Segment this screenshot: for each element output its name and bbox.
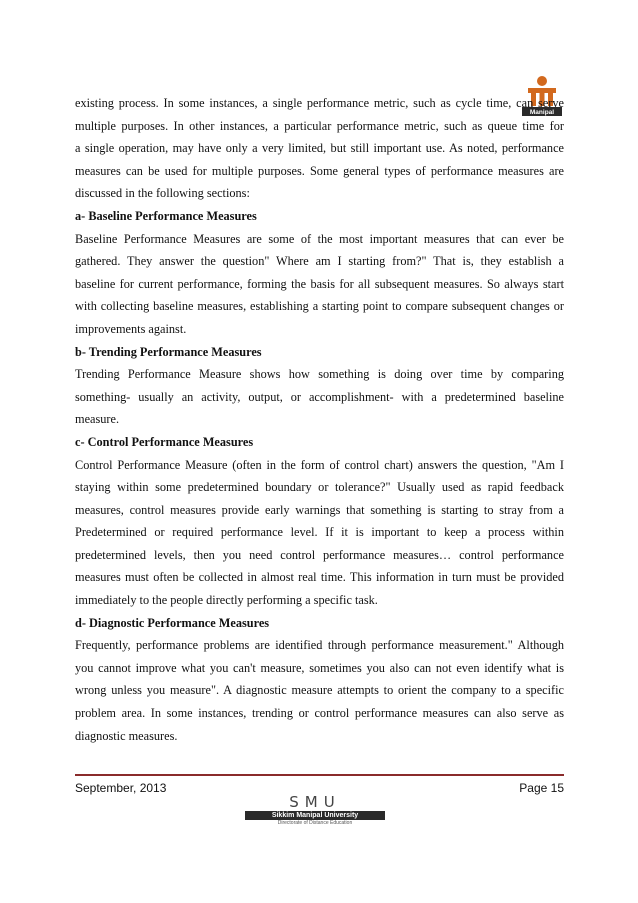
text-line: discussed in the following sections: xyxy=(75,186,250,201)
text-line: Predetermined or required performance level. If it is important to keep a process within xyxy=(75,525,564,540)
text-line: problem area. In some instances, trending or control performance measures can also serve as xyxy=(75,706,564,721)
text-line: baseline for current performance, forming the basis for all subsequent measures. So always start xyxy=(75,276,564,291)
text-line: diagnostic measures. xyxy=(75,728,178,743)
text-line: something- usually an activity, output, or accomplishment- with a predetermined baseline xyxy=(75,389,564,404)
text-line: measures must often be collected in almost real time. This information in turn must be provided xyxy=(75,570,564,585)
section-baseline xyxy=(75,205,564,341)
page-number: Page 15 xyxy=(519,781,564,795)
section-control xyxy=(75,431,564,612)
text-line: Frequently, performance problems are identified through performance measurement." Although xyxy=(75,638,564,653)
footer-date: September, 2013 xyxy=(75,781,167,795)
intro-paragraph xyxy=(75,92,564,205)
section-heading: b- Trending Performance Measures xyxy=(75,344,262,359)
section-diagnostic xyxy=(75,612,564,748)
text-line: existing process. In some instances, a single performance metric, such as cycle time, can serve xyxy=(75,96,564,110)
text-line: with collecting baseline measures, establishing a starting point to compare subsequent changes or xyxy=(75,299,564,314)
section-heading: a- Baseline Performance Measures xyxy=(75,208,257,223)
smu-logo-mark: SMU xyxy=(289,793,341,811)
text-line: Control Performance Measure (often in the form of control chart) answers the question, "Am I xyxy=(75,457,564,472)
text-line: improvements against. xyxy=(75,321,187,336)
text-line: staying within some predetermined boundary or tolerance?" Usually used as rapid feedback xyxy=(75,480,564,495)
smu-logo-name: Sikkim Manipal University xyxy=(245,811,385,820)
text-line: multiple purposes. In other instances, a particular performance metric, such as queue time for xyxy=(75,118,564,133)
text-line: immediately to the people directly performing a specific task. xyxy=(75,593,378,608)
text-line: wrong unless you measure". A diagnostic measure attempts to orient the company to a specific xyxy=(75,683,564,698)
text-line: Trending Performance Measure shows how something is doing over time by comparing xyxy=(75,367,564,382)
text-line: you cannot improve what you can't measure, sometimes you also can not even identify what is xyxy=(75,660,564,675)
text-line: gathered. They answer the question" Where am I starting from?" That is, they establish a xyxy=(75,254,564,269)
section-heading: d- Diagnostic Performance Measures xyxy=(75,615,270,630)
text-line: measures can be used for multiple purposes. Some general types of performance measures are xyxy=(75,163,564,178)
text-line: predetermined levels, then you need control performance measures… control performance xyxy=(75,547,564,562)
section-heading: c- Control Performance Measures xyxy=(75,434,254,449)
smu-logo xyxy=(240,795,390,827)
text-line: a single operation, may have only a very limited, but still important use. As noted, performance xyxy=(75,141,564,156)
text-line: measures, control measures provide early warnings that something is starting to stray from a xyxy=(75,502,564,517)
text-line: measure. xyxy=(75,412,120,427)
text-line: Baseline Performance Measures are some of the most important measures that can ever be xyxy=(75,231,564,246)
svg-text:Manipal: Manipal xyxy=(529,109,555,116)
smu-logo-tagline: Directorate of Distance Education xyxy=(277,820,353,826)
page-content xyxy=(75,92,564,747)
section-trending xyxy=(75,341,564,431)
footer-divider xyxy=(75,774,564,776)
